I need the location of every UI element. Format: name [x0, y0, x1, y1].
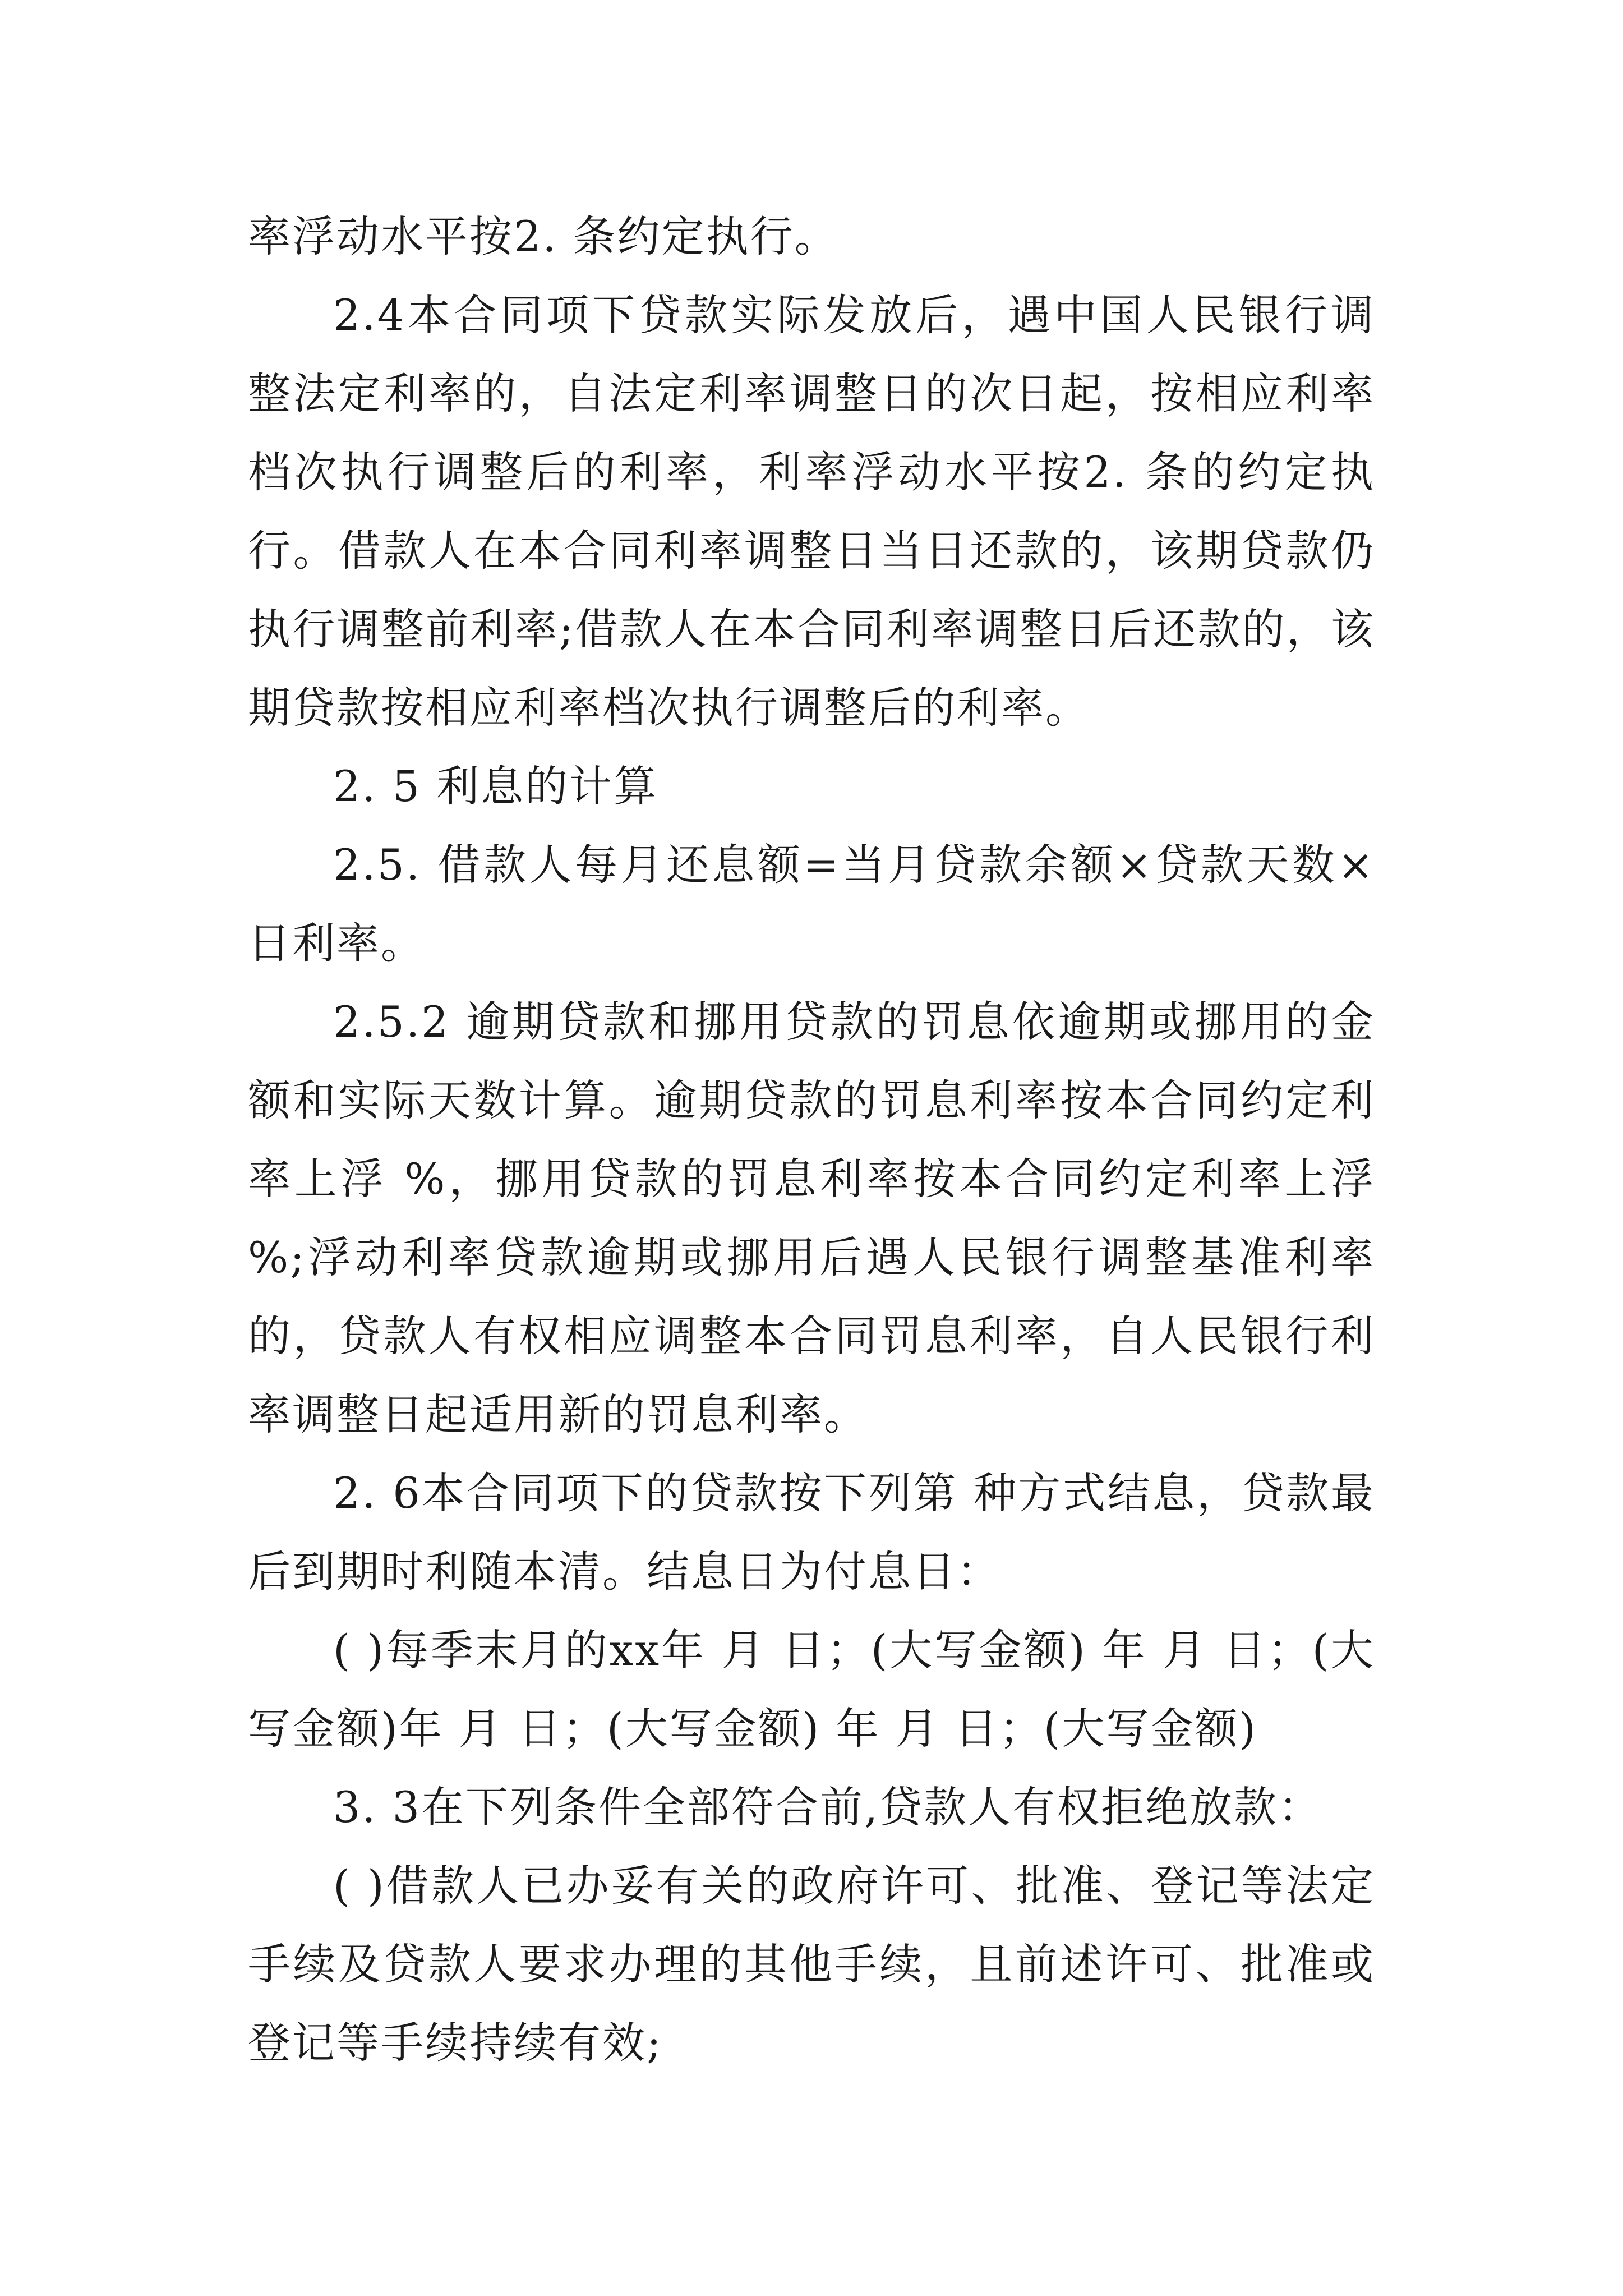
paragraph-2-5-monthly-interest: 2.5. 借款人每月还息额=当月贷款余额×贷款天数×日利率。 [248, 840, 1375, 968]
paragraph-condition-permits: ( )借款人已办妥有关的政府许可、批准、登记等法定手续及贷款人要求办理的其他手续，且前述许可、批准或登记等手续持续有效; [248, 1861, 1375, 2068]
paragraph-2-5-2-penalty-interest: 2.5.2 逾期贷款和挪用贷款的罚息依逾期或挪用的金额和实际天数计算。逾期贷款的罚息利率按本合同约定利率上浮 %，挪用贷款的罚息利率按本合同约定利率上浮 %;浮动利率贷款逾期或挪用后遇人民银行调整基准利率的，贷款人有权相应调整本合同罚息利率，自人民银行利率调整日起适用新的罚息利率。 [248, 997, 1375, 1439]
paragraph-2-6-interest-settlement: 2. 6本合同项下的贷款按下列第 种方式结息，贷款最后到期时利随本清。结息日为付息日： [248, 1468, 1375, 1596]
paragraph-rate-float-continued: 率浮动水平按2. 条约定执行。 [248, 211, 839, 261]
paragraph-3-3-lending-conditions: 3. 3在下列条件全部符合前,贷款人有权拒绝放款： [333, 1782, 1323, 1832]
paragraph-2-4-rate-adjustment: 2.4本合同项下贷款实际发放后，遇中国人民银行调整法定利率的，自法定利率调整日的次日起，按相应利率档次执行调整后的利率，利率浮动水平按2. 条的约定执行。借款人在本合同利率调整日当日还款的，该期贷款仍执行调整前利率;借款人在本合同利率调整日后还款的，该期贷款按相应利率档次执行调整后的利率。 [248, 290, 1375, 733]
heading-2-5-interest-calculation: 2. 5 利息的计算 [333, 761, 658, 811]
document-body [248, 197, 1375, 2082]
paragraph-settlement-dates: ( )每季末月的xx年 月 日；(大写金额) 年 月 日；(大写金额)年 月 日；(大写金额) 年 月 日；(大写金额) [248, 1625, 1375, 1754]
